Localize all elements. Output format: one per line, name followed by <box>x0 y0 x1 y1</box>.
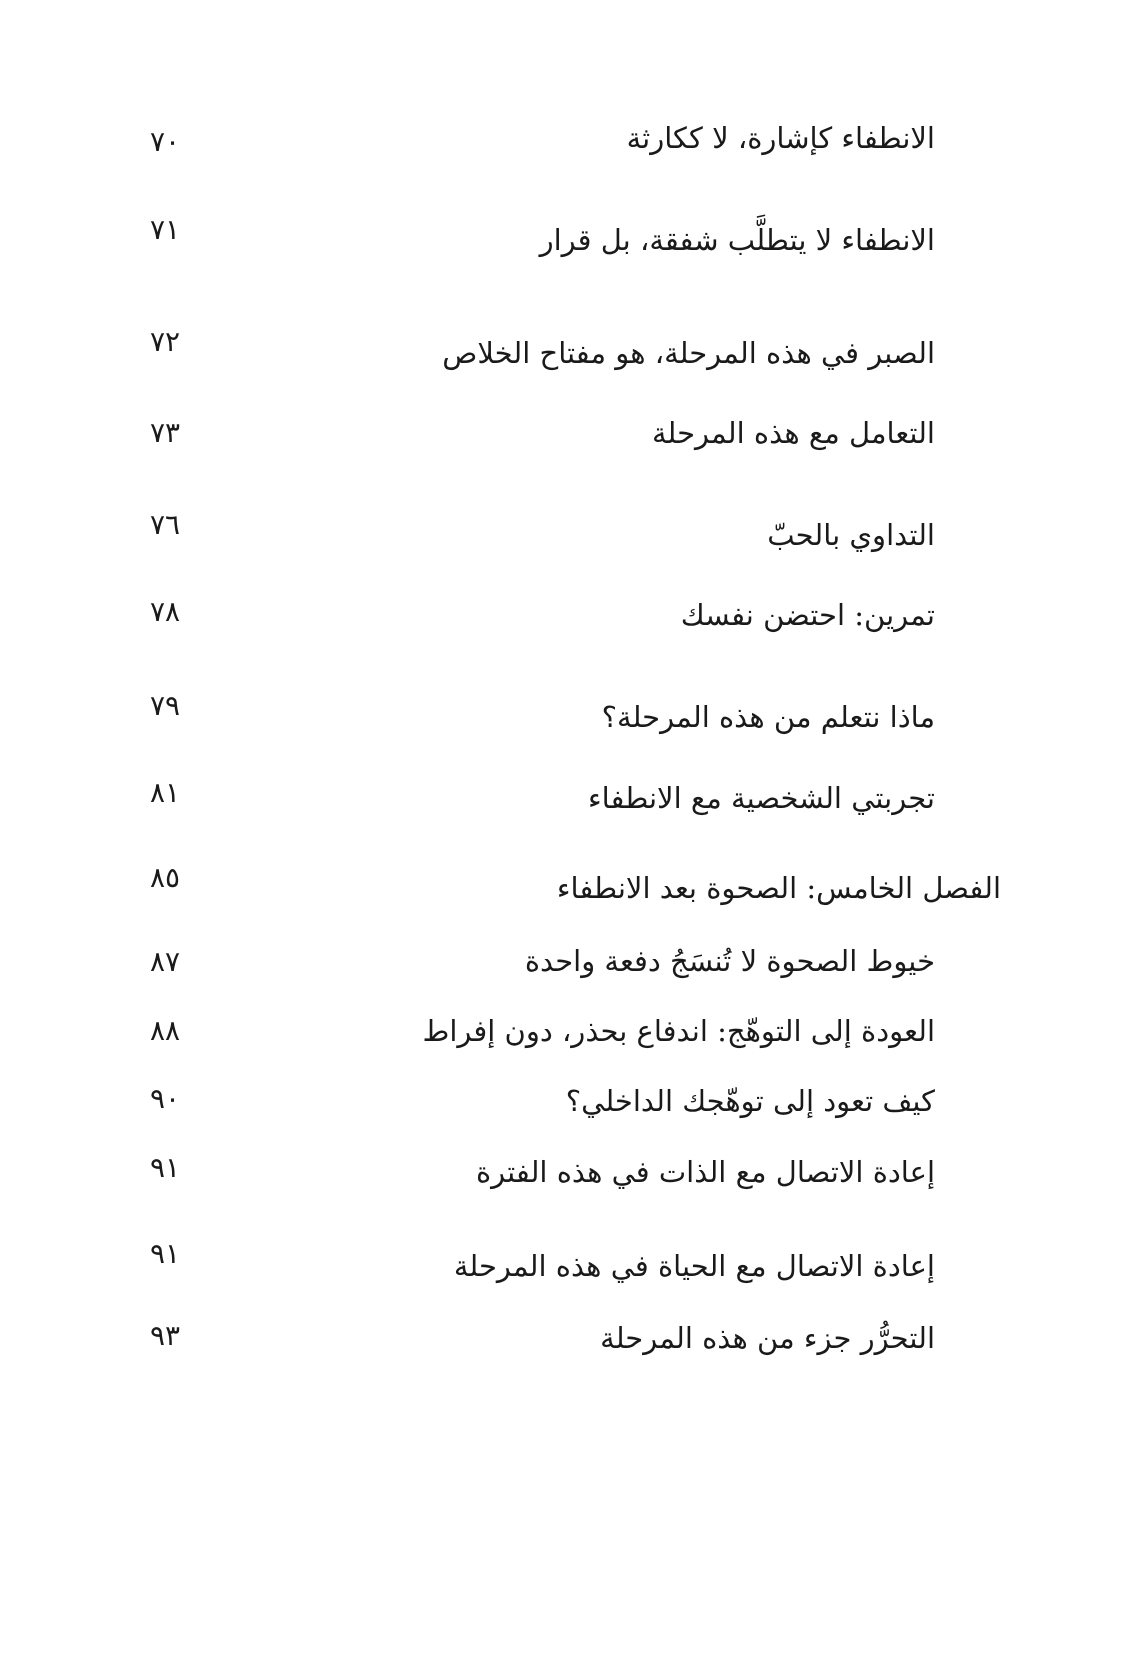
toc-entry-page: ٧٩ <box>150 689 181 722</box>
toc-entry-page: ٧٦ <box>150 508 181 541</box>
toc-entry-page: ٨١ <box>150 776 181 809</box>
toc-entry-page: ٨٨ <box>150 1014 181 1047</box>
toc-entry-title: ماذا نتعلم من هذه المرحلة؟ <box>601 700 935 734</box>
toc-entry-page: ٩٠ <box>150 1082 181 1115</box>
toc-entry-title: خيوط الصحوة لا تُنسَجُ دفعة واحدة <box>524 944 935 978</box>
toc-entry-page: ٨٥ <box>150 861 181 894</box>
toc-entry-title: التحرُّر جزء من هذه المرحلة <box>600 1321 935 1355</box>
toc-entry-page: ٩٣ <box>150 1319 181 1352</box>
toc-entry-title: العودة إلى التوهّج: اندفاع بحذر، دون إفراط <box>422 1014 935 1048</box>
toc-entry-page: ٩١ <box>150 1151 181 1184</box>
toc-entry-title: إعادة الاتصال مع الحياة في هذه المرحلة <box>453 1249 935 1283</box>
toc-entry-page: ٨٧ <box>150 945 181 978</box>
toc-entry-title: تجربتي الشخصية مع الانطفاء <box>588 781 935 815</box>
toc-entry-page: ٧٨ <box>150 595 181 628</box>
toc-entry-title: الانطفاء لا يتطلَّب شفقة، بل قرار <box>539 223 935 257</box>
toc-entry-title: التعامل مع هذه المرحلة <box>651 416 935 450</box>
toc-entry-title: الصبر في هذه المرحلة، هو مفتاح الخلاص <box>442 336 935 370</box>
toc-entry-title: كيف تعود إلى توهّجك الداخلي؟ <box>565 1084 935 1118</box>
toc-entry-page: ٧١ <box>150 213 181 246</box>
toc-entry-page: ٧٠ <box>150 125 181 158</box>
toc-entry-page: ٩١ <box>150 1237 181 1270</box>
toc-entry-title: الانطفاء كإشارة، لا ككارثة <box>626 121 935 155</box>
toc-entry-title: تمرين: احتضن نفسك <box>680 598 935 632</box>
toc-chapter-title: الفصل الخامس: الصحوة بعد الانطفاء <box>556 871 1001 905</box>
toc-entry-page: ٧٢ <box>150 325 181 358</box>
toc-entry-title: التداوي بالحبّ <box>767 518 935 552</box>
toc-entry-page: ٧٣ <box>150 416 181 449</box>
toc-entry-title: إعادة الاتصال مع الذات في هذه الفترة <box>475 1155 935 1189</box>
